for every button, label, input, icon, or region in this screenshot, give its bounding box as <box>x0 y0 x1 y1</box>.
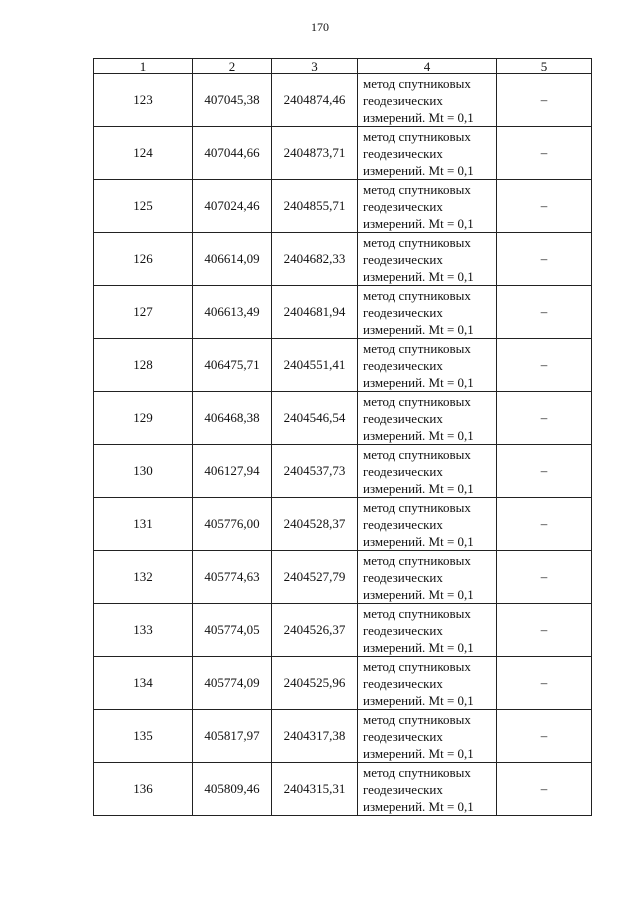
header-col-2: 2 <box>193 59 272 74</box>
y-coordinate-cell: 2404551,41 <box>272 339 358 392</box>
header-col-1: 1 <box>94 59 193 74</box>
y-coordinate-cell: 2404546,54 <box>272 392 358 445</box>
y-coordinate-cell: 2404528,37 <box>272 498 358 551</box>
note-cell: – <box>497 286 592 339</box>
method-cell <box>358 127 497 180</box>
table-row <box>94 763 592 816</box>
x-coordinate-cell: 407045,38 <box>193 74 272 127</box>
y-coordinate-cell: 2404315,31 <box>272 763 358 816</box>
point-number-cell: 133 <box>94 604 193 657</box>
table-row <box>94 339 592 392</box>
method-line: метод спутниковых <box>363 446 471 462</box>
x-coordinate-cell: 406613,49 <box>193 286 272 339</box>
note-cell: – <box>497 392 592 445</box>
method-cell <box>358 763 497 816</box>
point-number-cell: 124 <box>94 127 193 180</box>
y-coordinate-cell: 2404527,79 <box>272 551 358 604</box>
point-number-cell: 128 <box>94 339 193 392</box>
point-number-cell: 127 <box>94 286 193 339</box>
table-row <box>94 127 592 180</box>
y-coordinate-cell: 2404855,71 <box>272 180 358 233</box>
method-cell <box>358 551 497 604</box>
method-line: геодезических <box>363 516 443 532</box>
y-coordinate-cell: 2404681,94 <box>272 286 358 339</box>
point-number-cell: 126 <box>94 233 193 286</box>
table-row <box>94 604 592 657</box>
note-cell: – <box>497 445 592 498</box>
method-line: измерений. Mt = 0,1 <box>363 321 474 337</box>
method-cell <box>358 74 497 127</box>
method-line: измерений. Mt = 0,1 <box>363 639 474 655</box>
method-line: метод спутниковых <box>363 287 471 303</box>
method-cell <box>358 180 497 233</box>
note-cell: – <box>497 763 592 816</box>
header-col-5: 5 <box>497 59 592 74</box>
x-coordinate-cell: 407044,66 <box>193 127 272 180</box>
method-cell <box>358 604 497 657</box>
table-row <box>94 392 592 445</box>
header-col-4: 4 <box>358 59 497 74</box>
table-row <box>94 710 592 763</box>
method-line: измерений. Mt = 0,1 <box>363 692 474 708</box>
method-line: измерений. Mt = 0,1 <box>363 798 474 814</box>
note-cell: – <box>497 339 592 392</box>
method-line: метод спутниковых <box>363 658 471 674</box>
point-number-cell: 134 <box>94 657 193 710</box>
x-coordinate-cell: 405776,00 <box>193 498 272 551</box>
method-line: метод спутниковых <box>363 340 471 356</box>
x-coordinate-cell: 405774,63 <box>193 551 272 604</box>
note-cell: – <box>497 74 592 127</box>
method-line: измерений. Mt = 0,1 <box>363 268 474 284</box>
method-line: измерений. Mt = 0,1 <box>363 427 474 443</box>
method-line: измерений. Mt = 0,1 <box>363 586 474 602</box>
table-row <box>94 657 592 710</box>
method-line: измерений. Mt = 0,1 <box>363 109 474 125</box>
method-line: геодезических <box>363 251 443 267</box>
x-coordinate-cell: 406468,38 <box>193 392 272 445</box>
note-cell: – <box>497 180 592 233</box>
table-row <box>94 74 592 127</box>
point-number-cell: 130 <box>94 445 193 498</box>
method-line: метод спутниковых <box>363 764 471 780</box>
method-line: метод спутниковых <box>363 499 471 515</box>
method-line: измерений. Mt = 0,1 <box>363 745 474 761</box>
method-cell <box>358 445 497 498</box>
method-line: геодезических <box>363 675 443 691</box>
table-row <box>94 445 592 498</box>
y-coordinate-cell: 2404317,38 <box>272 710 358 763</box>
method-line: геодезических <box>363 569 443 585</box>
method-cell <box>358 286 497 339</box>
y-coordinate-cell: 2404526,37 <box>272 604 358 657</box>
method-cell <box>358 339 497 392</box>
method-line: геодезических <box>363 198 443 214</box>
x-coordinate-cell: 406127,94 <box>193 445 272 498</box>
note-cell: – <box>497 127 592 180</box>
method-line: геодезических <box>363 92 443 108</box>
method-line: геодезических <box>363 781 443 797</box>
point-number-cell: 129 <box>94 392 193 445</box>
method-line: измерений. Mt = 0,1 <box>363 162 474 178</box>
note-cell: – <box>497 657 592 710</box>
method-cell <box>358 710 497 763</box>
table-row <box>94 551 592 604</box>
coordinates-table <box>93 58 592 816</box>
header-col-3: 3 <box>272 59 358 74</box>
table-header-row <box>94 59 592 74</box>
table-row <box>94 286 592 339</box>
method-cell <box>358 392 497 445</box>
point-number-cell: 132 <box>94 551 193 604</box>
y-coordinate-cell: 2404537,73 <box>272 445 358 498</box>
method-line: измерений. Mt = 0,1 <box>363 374 474 390</box>
method-line: геодезических <box>363 145 443 161</box>
method-line: геодезических <box>363 622 443 638</box>
note-cell: – <box>497 710 592 763</box>
x-coordinate-cell: 407024,46 <box>193 180 272 233</box>
table-row <box>94 498 592 551</box>
x-coordinate-cell: 405774,05 <box>193 604 272 657</box>
method-line: метод спутниковых <box>363 552 471 568</box>
note-cell: – <box>497 498 592 551</box>
method-line: геодезических <box>363 304 443 320</box>
method-line: геодезических <box>363 728 443 744</box>
y-coordinate-cell: 2404874,46 <box>272 74 358 127</box>
y-coordinate-cell: 2404873,71 <box>272 127 358 180</box>
note-cell: – <box>497 233 592 286</box>
method-line: метод спутниковых <box>363 75 471 91</box>
note-cell: – <box>497 551 592 604</box>
y-coordinate-cell: 2404525,96 <box>272 657 358 710</box>
method-cell <box>358 657 497 710</box>
method-cell <box>358 498 497 551</box>
point-number-cell: 125 <box>94 180 193 233</box>
table-row <box>94 233 592 286</box>
method-line: измерений. Mt = 0,1 <box>363 533 474 549</box>
table-row <box>94 180 592 233</box>
method-line: измерений. Mt = 0,1 <box>363 215 474 231</box>
method-line: геодезических <box>363 410 443 426</box>
x-coordinate-cell: 406475,71 <box>193 339 272 392</box>
y-coordinate-cell: 2404682,33 <box>272 233 358 286</box>
method-line: измерений. Mt = 0,1 <box>363 480 474 496</box>
method-line: метод спутниковых <box>363 181 471 197</box>
x-coordinate-cell: 406614,09 <box>193 233 272 286</box>
point-number-cell: 123 <box>94 74 193 127</box>
page-number: 170 <box>311 20 329 34</box>
method-line: геодезических <box>363 463 443 479</box>
method-line: метод спутниковых <box>363 128 471 144</box>
method-line: геодезических <box>363 357 443 373</box>
method-line: метод спутниковых <box>363 605 471 621</box>
method-line: метод спутниковых <box>363 393 471 409</box>
point-number-cell: 136 <box>94 763 193 816</box>
x-coordinate-cell: 405809,46 <box>193 763 272 816</box>
method-line: метод спутниковых <box>363 234 471 250</box>
point-number-cell: 131 <box>94 498 193 551</box>
x-coordinate-cell: 405774,09 <box>193 657 272 710</box>
note-cell: – <box>497 604 592 657</box>
method-cell <box>358 233 497 286</box>
x-coordinate-cell: 405817,97 <box>193 710 272 763</box>
table-body <box>94 74 592 816</box>
method-line: метод спутниковых <box>363 711 471 727</box>
point-number-cell: 135 <box>94 710 193 763</box>
